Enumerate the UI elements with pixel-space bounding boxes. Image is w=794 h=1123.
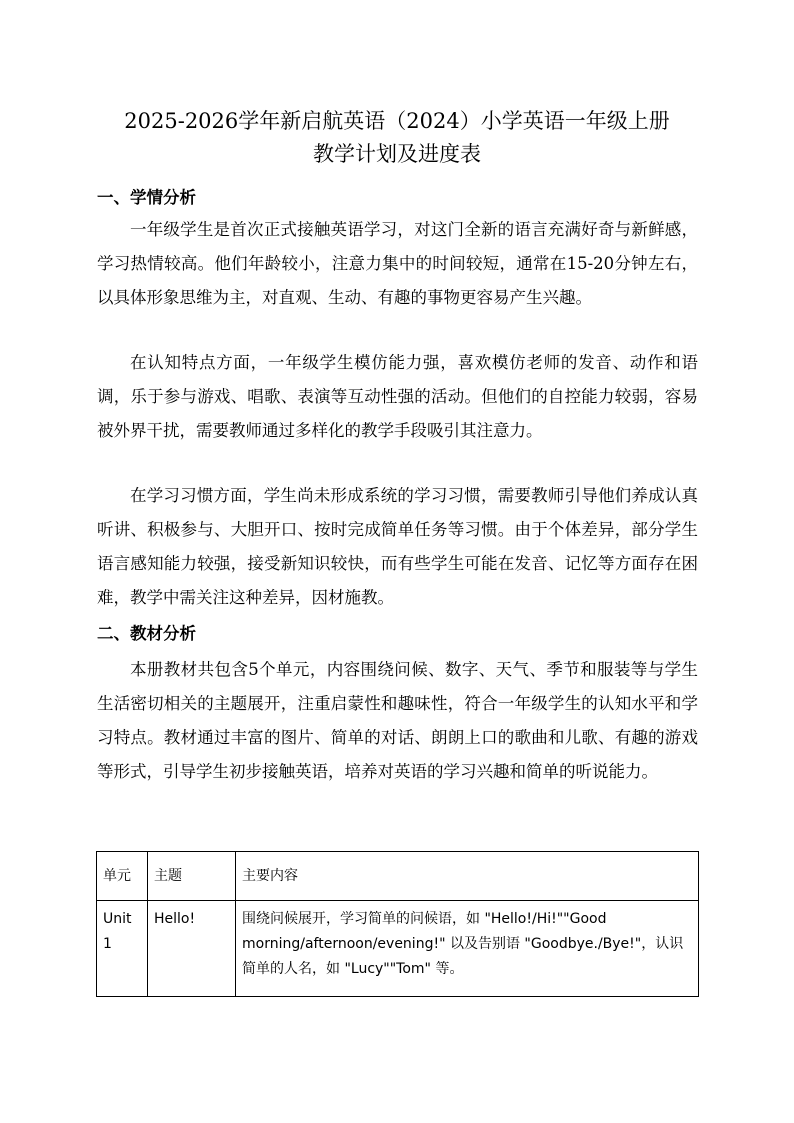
table-header-cell: 主题 (148, 852, 236, 901)
section-heading-student-analysis: 一、学情分析 (97, 188, 196, 207)
table-cell-content: 围绕问候展开，学习简单的问候语，如 "Hello!/Hi!""Good morning/afternoon/evening!" 以及告别语 "Goodbye./Bye!"，认识简单的人名，如 "Lucy""Tom" 等。 (236, 901, 699, 997)
table-header-cell: 单元 (97, 852, 148, 901)
section-heading-textbook-analysis: 二、教材分析 (97, 624, 196, 643)
table-header-row (97, 852, 699, 901)
paragraph: 在认知特点方面，一年级学生模仿能力强，喜欢模仿老师的发音、动作和语调，乐于参与游戏、唱歌、表演等互动性强的活动。但他们的自控能力较弱，容易被外界干扰，需要教师通过多样化的教学手段吸引其注意力。 (97, 353, 698, 440)
paragraph: 本册教材共包含5个单元，内容围绕问候、数字、天气、季节和服装等与学生生活密切相关的主题展开，注重启蒙性和趣味性，符合一年级学生的认知水平和学习特点。教材通过丰富的图片、简单的对话、朗朗上口的歌曲和儿歌、有趣的游戏等形式，引导学生初步接触英语，培养对英语的学习兴趣和简单的听说能力。 (97, 660, 698, 781)
table-cell-unit: Unit 1 (97, 901, 148, 997)
document-title-line-1: 2025-2026学年新启航英语（2024）小学英语一年级上册 (124, 109, 670, 133)
table-cell-topic: Hello! (148, 901, 236, 997)
teaching-schedule-table (96, 851, 699, 997)
table-row (97, 901, 699, 997)
document-title-line-2: 教学计划及进度表 (313, 142, 481, 166)
paragraph: 一年级学生是首次正式接触英语学习，对这门全新的语言充满好奇与新鲜感，学习热情较高。他们年龄较小，注意力集中的时间较短，通常在15-20分钟左右，以具体形象思维为主，对直观、生动、有趣的事物更容易产生兴趣。 (97, 220, 698, 307)
paragraph: 在学习习惯方面，学生尚未形成系统的学习习惯，需要教师引导他们养成认真听讲、积极参与、大胆开口、按时完成简单任务等习惯。由于个体差异，部分学生语言感知能力较强，接受新知识较快，而有些学生可能在发音、记忆等方面存在困难，教学中需关注这种差异，因材施教。 (97, 486, 698, 607)
table-header-cell: 主要内容 (236, 852, 699, 901)
